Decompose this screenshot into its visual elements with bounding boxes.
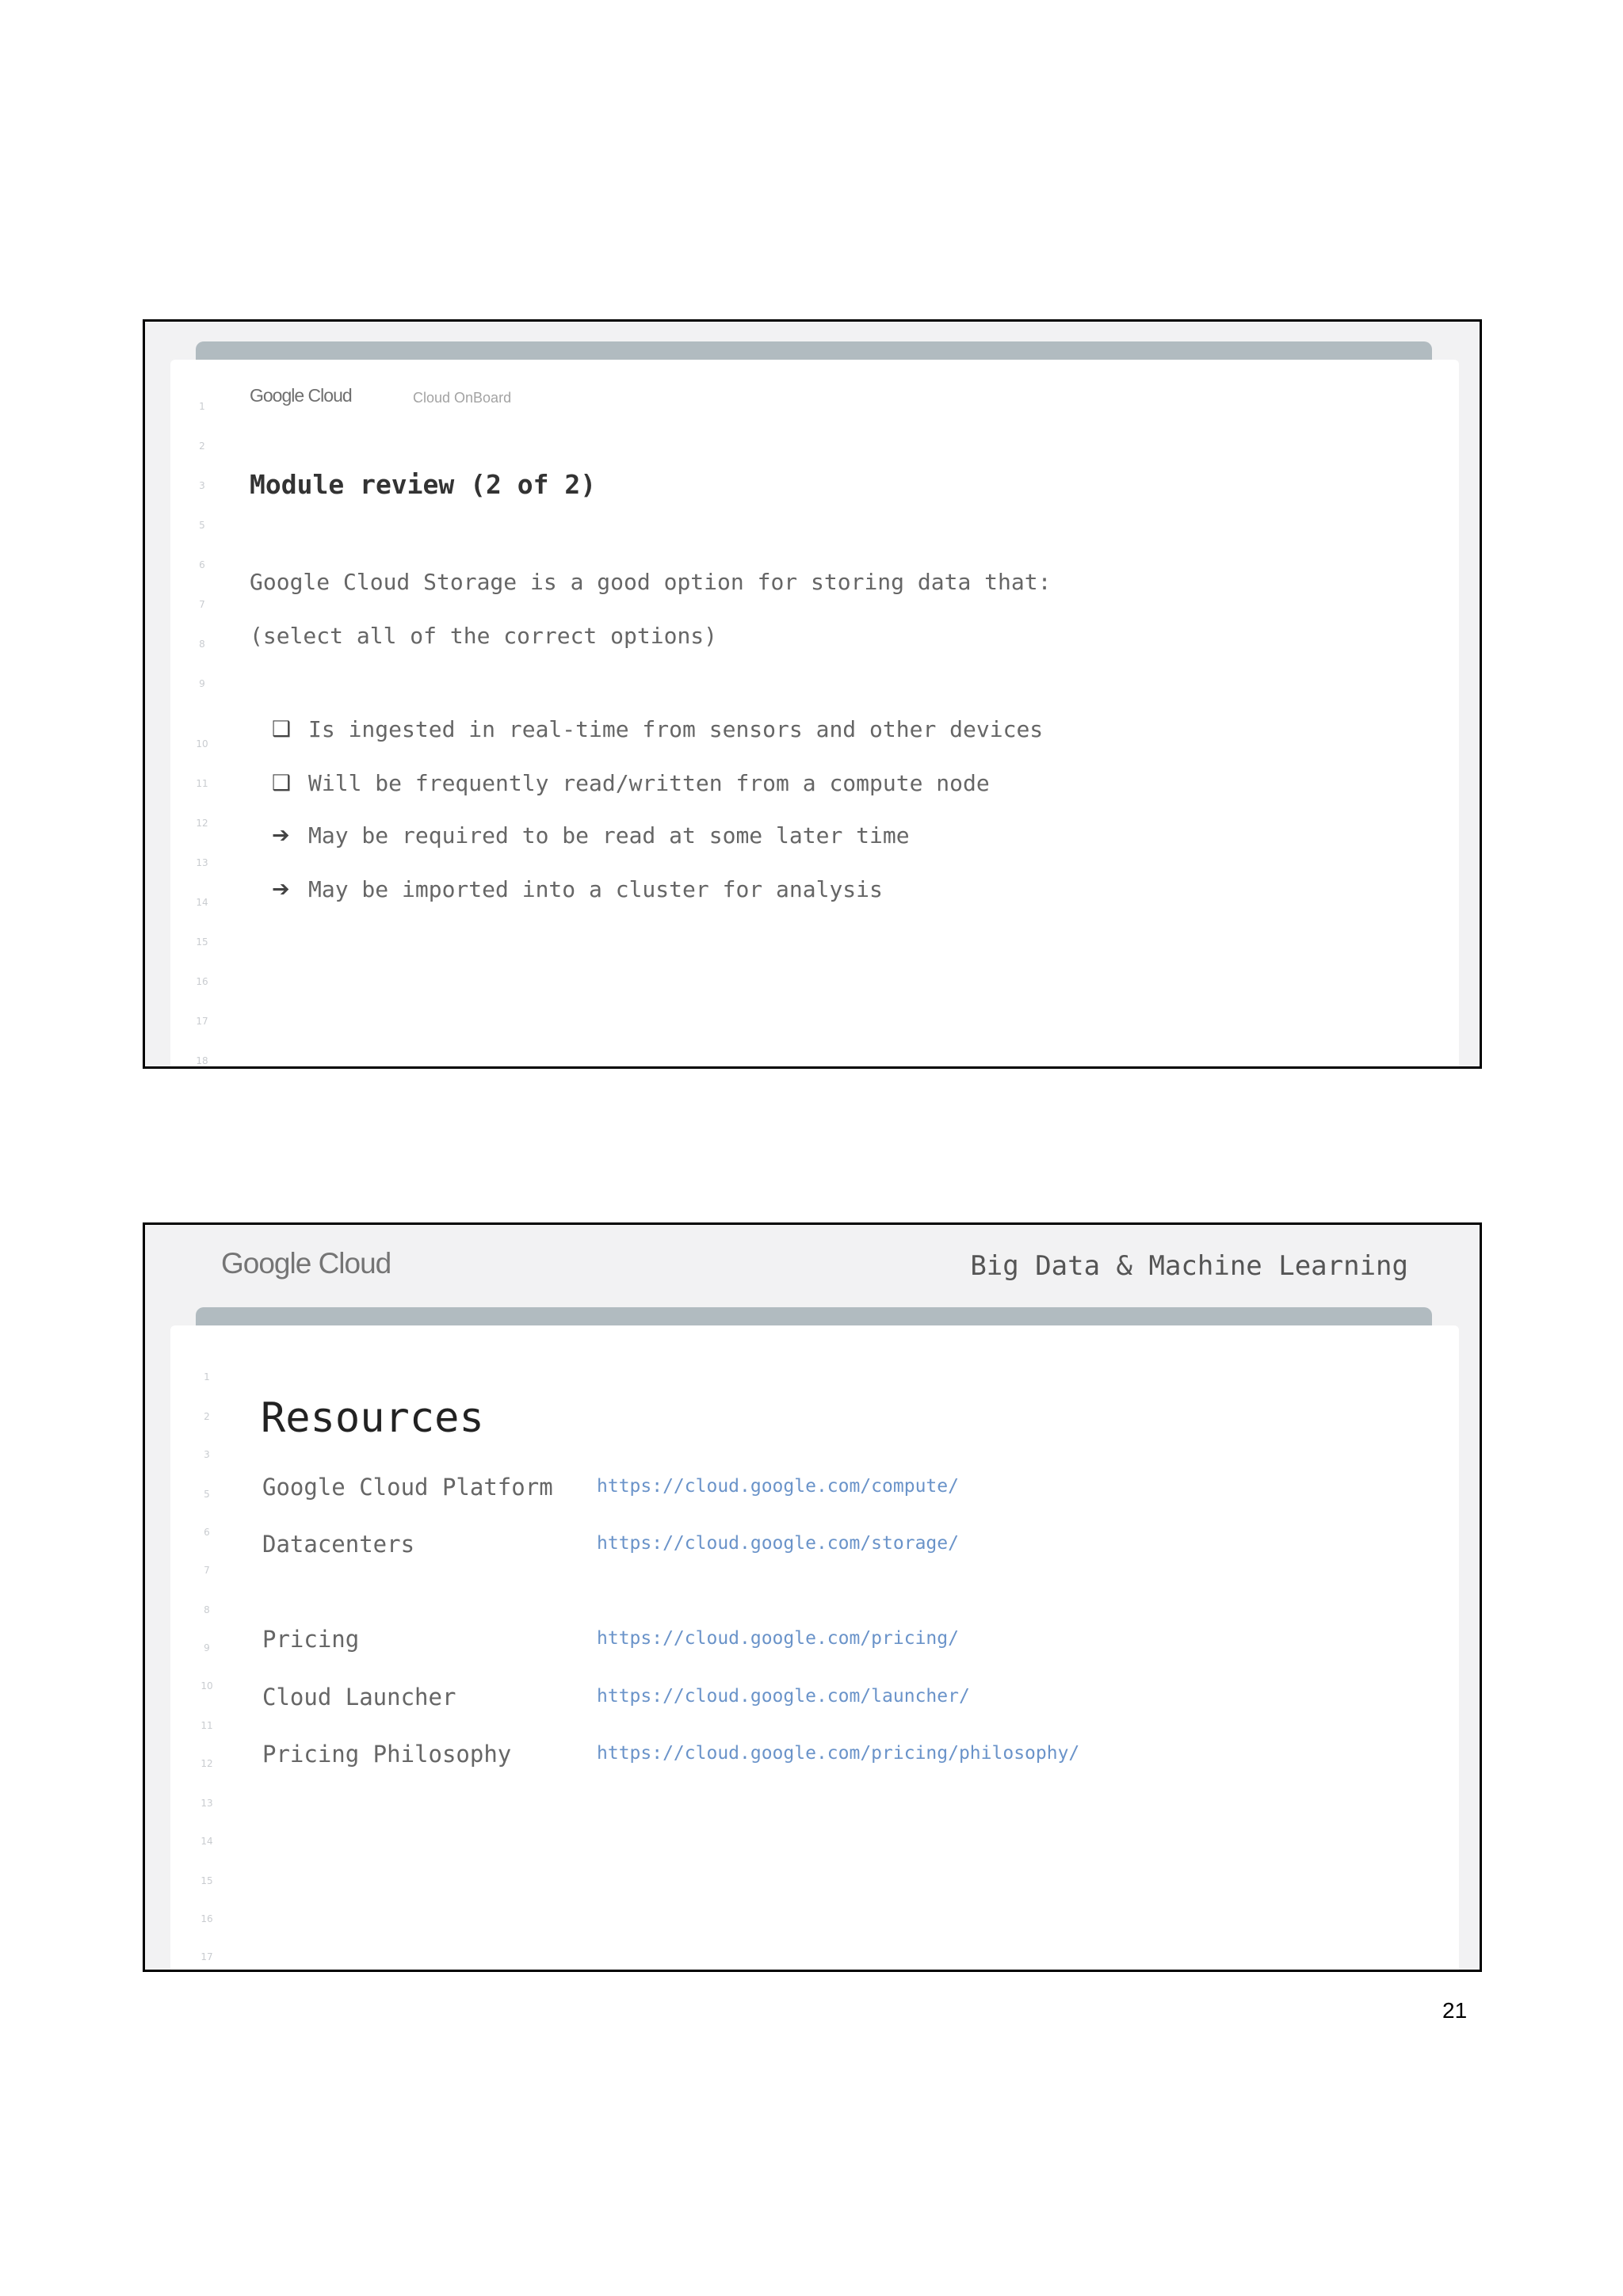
option-text: May be required to be read at some later time [308, 822, 910, 849]
line-number: 14 [196, 897, 208, 908]
slide-module-review [143, 319, 1482, 1069]
google-cloud-logo: Google Cloud [221, 1247, 391, 1280]
slide-resources [143, 1222, 1482, 1972]
resource-link[interactable]: https://cloud.google.com/pricing/ [597, 1628, 959, 1649]
line-number: 11 [196, 778, 208, 789]
line-number: 13 [196, 857, 208, 868]
line-number: 17 [196, 1016, 208, 1027]
line-number: 3 [204, 1449, 210, 1460]
line-number: 8 [199, 639, 205, 650]
line-number: 9 [199, 678, 205, 689]
resource-name: Pricing [262, 1626, 360, 1653]
page-number: 21 [1442, 1998, 1468, 2023]
option-item [272, 819, 910, 851]
line-number: 17 [200, 1951, 213, 1962]
question-instruction: (select all of the correct options) [250, 623, 718, 649]
line-number: 5 [204, 1489, 210, 1500]
option-text: Is ingested in real-time from sensors and other devices [308, 715, 1044, 742]
resource-link[interactable]: https://cloud.google.com/launcher/ [597, 1686, 970, 1707]
line-number: 16 [200, 1913, 213, 1924]
line-number: 10 [200, 1680, 213, 1691]
question-text: Google Cloud Storage is a good option for storing data that: [250, 569, 1052, 595]
option-item [272, 713, 1043, 745]
line-number: 12 [196, 818, 208, 829]
line-number: 6 [199, 559, 205, 570]
checkbox-icon: ❑ [272, 716, 292, 742]
resource-link[interactable]: https://cloud.google.com/pricing/philosophy/ [597, 1743, 1080, 1764]
arrow-right-icon: ➔ [272, 876, 290, 902]
line-number: 9 [204, 1642, 210, 1653]
slide-top-bar [196, 1307, 1432, 1326]
line-number: 10 [196, 738, 208, 749]
line-number: 7 [204, 1565, 210, 1576]
line-number: 7 [199, 599, 205, 610]
option-item [272, 767, 990, 799]
resource-name: Datacenters [262, 1531, 415, 1558]
slide-title: Module review (2 of 2) [250, 469, 597, 500]
option-item [272, 873, 883, 905]
line-number: 3 [199, 480, 205, 491]
resource-link[interactable]: https://cloud.google.com/compute/ [597, 1476, 959, 1497]
course-label: Cloud OnBoard [413, 390, 512, 406]
arrow-right-icon: ➔ [272, 822, 290, 848]
line-number: 15 [200, 1875, 213, 1886]
slide-title: Resources [261, 1394, 484, 1442]
line-number: 16 [196, 976, 208, 987]
line-number: 1 [204, 1371, 210, 1383]
option-text: Will be frequently read/written from a compute node [308, 769, 990, 796]
section-label: Big Data & Machine Learning [970, 1250, 1408, 1282]
line-number: 8 [204, 1604, 210, 1615]
resource-name: Cloud Launcher [262, 1684, 456, 1711]
line-number: 5 [199, 520, 205, 531]
resource-name: Pricing Philosophy [262, 1741, 512, 1768]
line-number: 13 [200, 1798, 213, 1809]
resource-name: Google Cloud Platform [262, 1474, 553, 1501]
line-number: 2 [199, 441, 205, 452]
line-number: 14 [200, 1836, 213, 1847]
line-number: 2 [204, 1411, 210, 1422]
resource-link[interactable]: https://cloud.google.com/storage/ [597, 1533, 959, 1554]
option-text: May be imported into a cluster for analysis [308, 875, 883, 902]
line-number: 6 [204, 1527, 210, 1538]
slide-top-bar [196, 341, 1432, 360]
google-cloud-logo: Google Cloud [250, 385, 352, 406]
line-number: 12 [200, 1758, 213, 1769]
line-number: 15 [196, 936, 208, 948]
line-number: 1 [199, 401, 205, 412]
checkbox-icon: ❑ [272, 770, 292, 795]
line-number: 11 [200, 1720, 213, 1731]
line-number: 18 [196, 1055, 208, 1066]
